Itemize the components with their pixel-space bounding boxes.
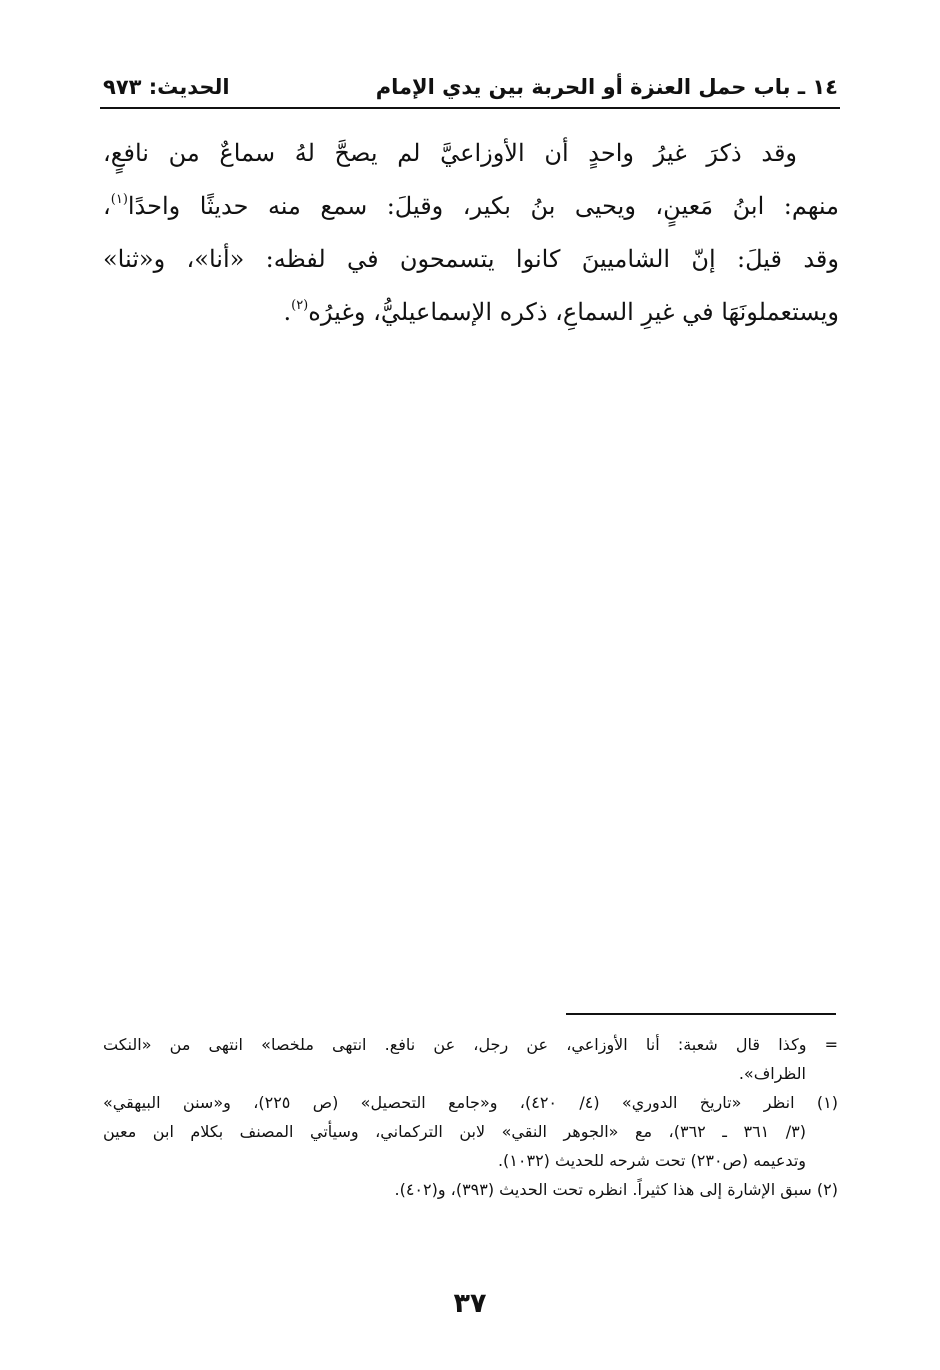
body-line-4-tail: . (283, 298, 292, 326)
chapter-title: ١٤ ـ باب حمل العنزة أو الحربة بين يدي الإمام (375, 75, 838, 99)
page-number: ٣٧ (453, 1288, 487, 1319)
footnote-divider (566, 1013, 836, 1015)
body-line-4-text: ويستعملونَهَا في غيرِ السماعِ، ذكره الإسماعيليُّ، وغيرُه (308, 298, 839, 326)
main-text (103, 127, 839, 339)
footnote-1-line-2: (٣/ ٣٦١ ـ ٣٦٢)، مع «الجوهر النقي» لابن التركماني، وسيأتي المصنف بكلام ابن معين (103, 1122, 806, 1141)
running-header (103, 70, 838, 104)
footnote-continuation-line-2: الظراف». (738, 1064, 806, 1083)
body-line-2-tail: ، (103, 192, 111, 220)
body-line-3: وقد قيلَ: إنّ الشاميينَ كانوا يتسمحون في لفظه: «أنا»، و«ثنا» (103, 245, 839, 273)
header-divider (100, 107, 840, 109)
footnote-1-line-3: وتدعيمه (ص٢٣٠) تحت شرحه للحديث (١٠٣٢). (497, 1151, 806, 1170)
footnote-ref-2[interactable]: (٢) (291, 298, 309, 313)
body-line-2-text: منهم: ابنُ مَعينٍ، ويحيى بنُ بكير، وقيلَ: سمع منه حديثًا واحدًا (127, 192, 839, 220)
body-line-1: وقد ذكرَ غيرُ واحدٍ أن الأوزاعيَّ لم يصحَّ لهُ سماعٌ من نافعٍ، (103, 139, 797, 167)
footnote-ref-1[interactable]: (١) (110, 192, 128, 207)
footnote-1-line-1: (١) انظر «تاريخ الدوري» (٤/ ٤٢٠)، و«جامع التحصيل» (ص ٢٢٥)، و«سنن البيهقي» (103, 1093, 839, 1112)
footnotes-section (103, 1030, 838, 1204)
footnote-continuation-line-1: = وكذا قال شعبة: أنا الأوزاعي، عن رجل، عن نافع. انتهى ملخصا» انتهى من «النكت (103, 1035, 838, 1054)
body-line-2 (103, 180, 839, 233)
body-line-4 (103, 286, 839, 339)
footnote-2-line-1: (٢) سبق الإشارة إلى هذا كثيراً. انظره تحت الحديث (٣٩٣)، و(٤٠٢). (394, 1180, 838, 1199)
hadith-number-label: الحديث: ٩٧٣ (103, 75, 230, 99)
